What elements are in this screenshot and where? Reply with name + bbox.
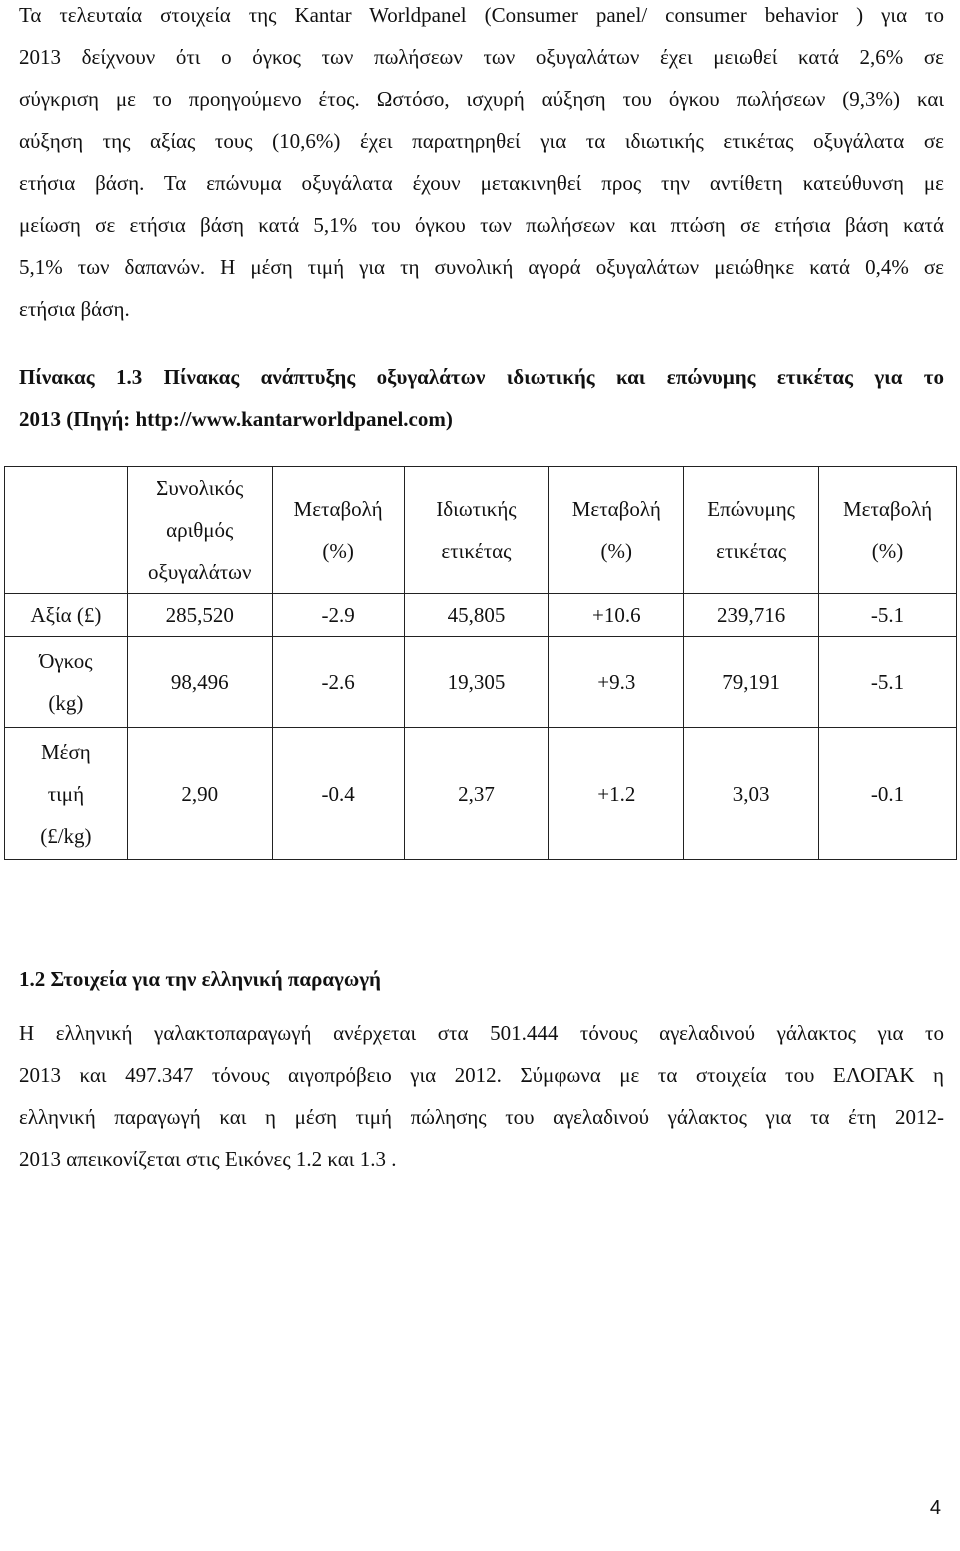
table-cell: +10.6 bbox=[549, 594, 684, 637]
table-cell: -2.6 bbox=[272, 637, 404, 728]
table-row bbox=[5, 728, 957, 860]
table-cell: 239,716 bbox=[684, 594, 819, 637]
row-label-text: Αξία (£) bbox=[30, 603, 102, 627]
header-private-label bbox=[404, 467, 549, 594]
header-text: οξυγαλάτων bbox=[147, 560, 252, 584]
table-cell: +1.2 bbox=[549, 728, 684, 860]
row-label-text: (£/kg) bbox=[40, 823, 92, 848]
header-change-branded bbox=[819, 467, 957, 594]
table-caption bbox=[19, 356, 944, 440]
table-cell: 2,37 bbox=[404, 728, 549, 860]
header-text: (%) bbox=[871, 539, 904, 563]
text-line: 5,1% των δαπανών. Η μέση τιμή για τη συνολική αγορά οξυγαλάτων μειώθηκε κατά 0,4% σε bbox=[19, 255, 944, 279]
page-number: 4 bbox=[929, 1497, 941, 1519]
table-header-row bbox=[5, 467, 957, 594]
section-heading: 1.2 Στοιχεία για την ελληνική παραγωγή bbox=[19, 967, 381, 991]
row-label-text: (kg) bbox=[48, 691, 84, 715]
header-text: (%) bbox=[600, 539, 633, 563]
row-label bbox=[5, 728, 128, 860]
table-cell: +9.3 bbox=[549, 637, 684, 728]
row-label-text: Όγκος bbox=[39, 649, 93, 673]
header-text: ετικέτας bbox=[716, 539, 787, 563]
header-empty bbox=[5, 467, 128, 594]
text-line: σύγκριση με το προηγούμενο έτος. Ωστόσο, ισχυρή αύξηση του όγκου πωλήσεων (9,3%) και bbox=[19, 87, 944, 111]
table-row bbox=[5, 594, 957, 637]
text-line: Τα τελευταία στοιχεία της Kantar Worldpanel (Consumer panel/ consumer behavior ) για το bbox=[19, 3, 944, 27]
table-cell: 3,03 bbox=[684, 728, 819, 860]
header-text: Ιδιωτικής bbox=[436, 497, 517, 521]
greek-production-paragraph bbox=[19, 1012, 944, 1180]
table-row bbox=[5, 637, 957, 728]
row-label-text: Μέση bbox=[41, 739, 91, 764]
row-label bbox=[5, 637, 128, 728]
header-text: Μεταβολή bbox=[571, 497, 661, 521]
text-line: 2013 απεικονίζεται στις Εικόνες 1.2 και 1.3 . bbox=[19, 1147, 397, 1171]
table-cell: 45,805 bbox=[404, 594, 549, 637]
caption-line: Πίνακας 1.3 Πίνακας ανάπτυξης οξυγαλάτων ιδιωτικής και επώνυμης ετικέτας για το bbox=[19, 365, 944, 389]
header-text: Μεταβολή bbox=[842, 497, 933, 521]
table-cell: -0.1 bbox=[819, 728, 957, 860]
table-cell: 285,520 bbox=[127, 594, 272, 637]
header-branded-label bbox=[684, 467, 819, 594]
header-text: Μεταβολή bbox=[293, 497, 383, 521]
yogurt-growth-table bbox=[4, 466, 957, 860]
table-cell: -0.4 bbox=[272, 728, 404, 860]
table-cell: 2,90 bbox=[127, 728, 272, 860]
header-change-private bbox=[549, 467, 684, 594]
row-label bbox=[5, 594, 128, 637]
caption-line: 2013 (Πηγή: http://www.kantarworldpanel.com) bbox=[19, 407, 453, 431]
table-cell: -5.1 bbox=[819, 637, 957, 728]
table-cell: -5.1 bbox=[819, 594, 957, 637]
row-label-text: τιμή bbox=[47, 781, 85, 806]
text-line: 2013 δείχνουν ότι ο όγκος των πωλήσεων των οξυγαλάτων έχει μειωθεί κατά 2,6% σε bbox=[19, 45, 944, 69]
header-text: Επώνυμης bbox=[707, 497, 795, 521]
header-text: ετικέτας bbox=[441, 539, 512, 563]
table-cell: 79,191 bbox=[684, 637, 819, 728]
table-cell: -2.9 bbox=[272, 594, 404, 637]
intro-paragraph bbox=[19, 0, 944, 330]
table-cell: 98,496 bbox=[127, 637, 272, 728]
header-total bbox=[127, 467, 272, 594]
text-line: μείωση σε ετήσια βάση κατά 5,1% του όγκου των πωλήσεων και πτώση σε ετήσια βάση κατά bbox=[19, 213, 944, 237]
header-text: αριθμός bbox=[166, 518, 234, 542]
text-line: αύξηση της αξίας τους (10,6%) έχει παρατηρηθεί για τα ιδιωτικής ετικέτας οξυγάλατα σε bbox=[19, 129, 944, 153]
header-text: Συνολικός bbox=[156, 476, 244, 500]
header-text: (%) bbox=[322, 539, 354, 563]
text-line: ελληνική παραγωγή και η μέση τιμή πώλησης του αγελαδινού γάλακτος για τα έτη 2012- bbox=[19, 1105, 944, 1129]
text-line: Η ελληνική γαλακτοπαραγωγή ανέρχεται στα 501.444 τόνους αγελαδινού γάλακτος για το bbox=[19, 1021, 944, 1045]
text-line: ετήσια βάση. bbox=[19, 297, 130, 321]
text-line: ετήσια βάση. Τα επώνυμα οξυγάλατα έχουν μετακινηθεί προς την αντίθετη κατεύθυνση με bbox=[19, 171, 944, 195]
text-line: 2013 και 497.347 τόνους αιγοπρόβειο για 2012. Σύμφωνα με τα στοιχεία του ΕΛΟΓΑΚ η bbox=[19, 1063, 944, 1087]
header-change-total bbox=[272, 467, 404, 594]
table-cell: 19,305 bbox=[404, 637, 549, 728]
